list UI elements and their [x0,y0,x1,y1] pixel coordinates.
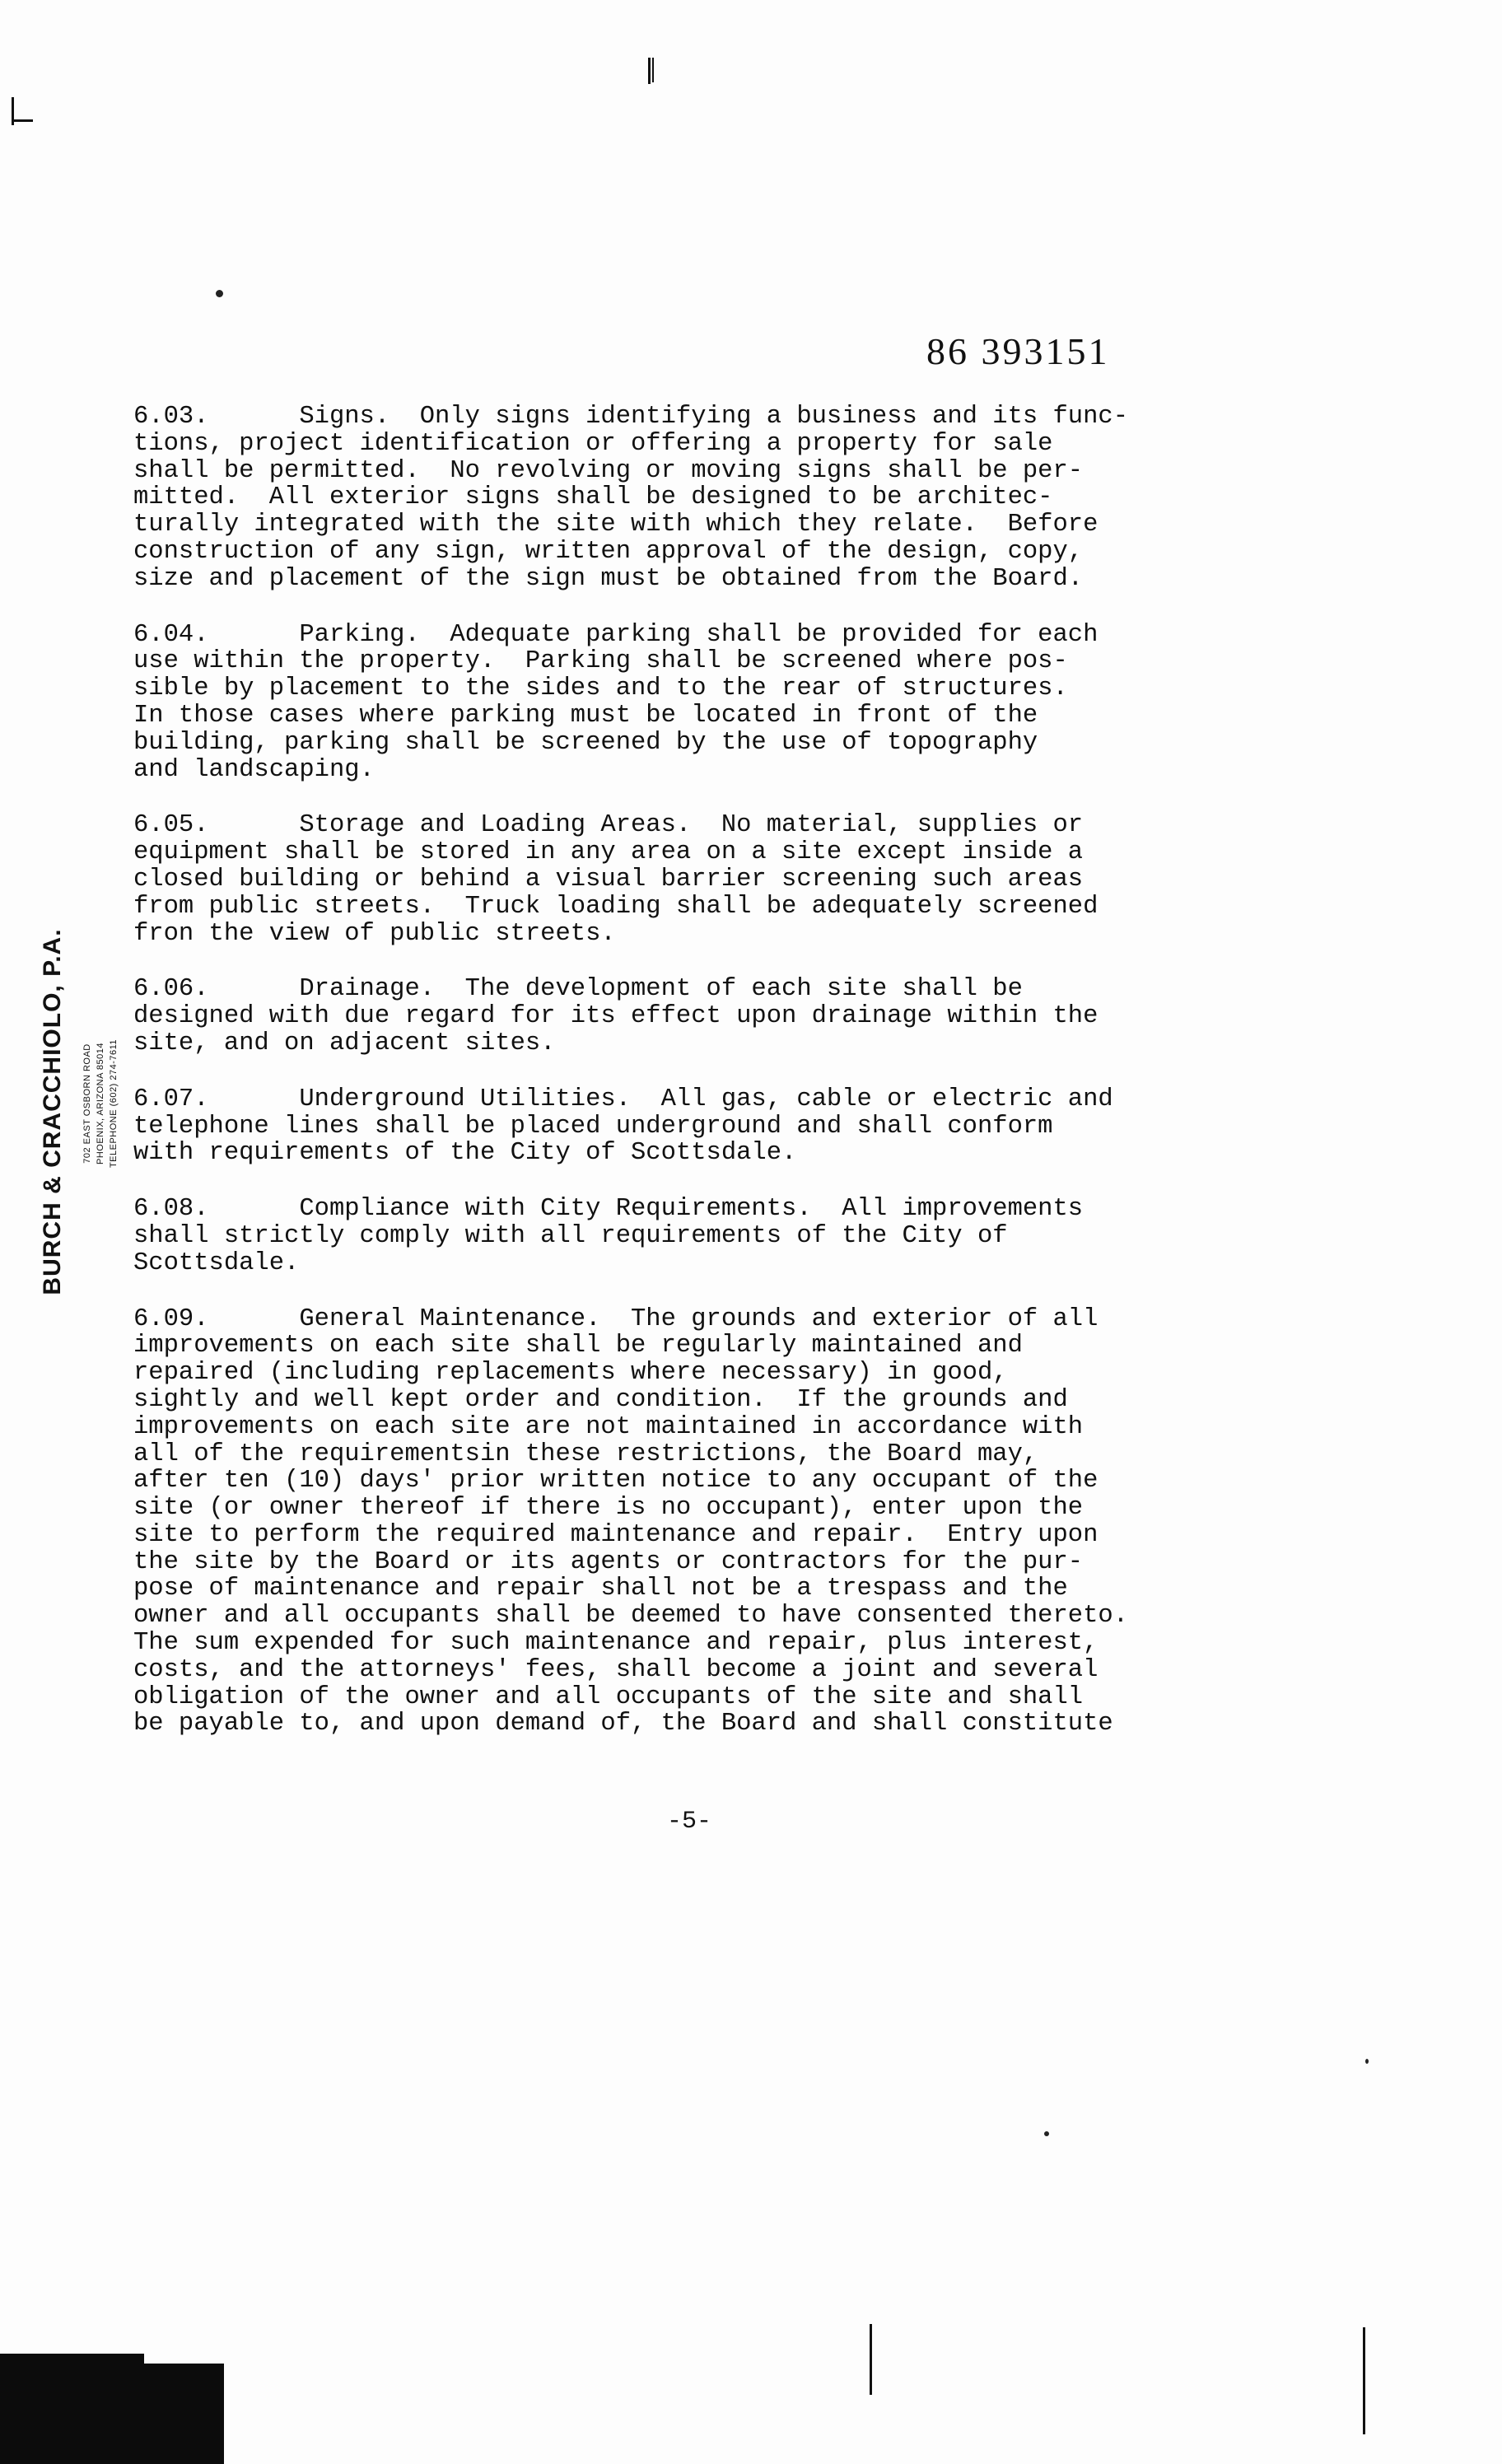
text-line: pose of maintenance and repair shall not be a trespass and the [133,1575,1068,1603]
text-line: telephone lines shall be placed underground and shall conform [133,1112,1053,1141]
text-line: and landscaping. [133,755,375,784]
text-line: obligation of the owner and all occupants of the site and shall [133,1682,1084,1711]
text-line: improvements on each site shall be regularly maintained and [133,1332,1023,1360]
section-6-03 [133,404,1294,593]
firm-telephone: TELEPHONE (602) 274-7611 [109,1038,119,1169]
text-line: repaired (including replacements where necessary) in good, [133,1359,1008,1388]
text-line: sightly and well kept order and condition. If the grounds and [133,1385,1068,1414]
page-number: -5- [667,1808,712,1836]
text-line: size and placement of the sign must be obtained from the Board. [133,564,1084,593]
text-line: owner and all occupants shall be deemed to have consented thereto. [133,1602,1128,1631]
scan-mark-top-2 [652,58,654,82]
scan-mark-bottom [870,2324,872,2395]
text-line: mitted. All exterior signs shall be designed to be architec- [133,483,1053,512]
text-line: with requirements of the City of Scottsdale. [133,1139,797,1168]
text-line: 6.06. Drainage. The development of each site shall be [133,975,1023,1004]
text-line: from public streets. Truck loading shall be adequately screened [133,892,1099,921]
document-body [133,404,1294,1766]
text-line: 6.08. Compliance with City Requirements. All improvements [133,1195,1084,1224]
text-line: the site by the Board or its agents or contractors for the pur- [133,1547,1084,1576]
text-line: Scottsdale. [133,1248,300,1277]
scan-mark-bottom-right [1363,2327,1365,2434]
text-line: be payable to, and upon demand of, the Board and shall constitute [133,1710,1113,1738]
text-line: costs, and the attorneys' fees, shall become a joint and several [133,1655,1099,1684]
text-line: all of the requirementsin these restrictions, the Board may, [133,1440,1038,1468]
text-line: closed building or behind a visual barrier screening such areas [133,865,1084,894]
text-line: site (or owner thereof if there is no occupant), enter upon the [133,1494,1084,1523]
text-line: shall strictly comply with all requirements of the City of [133,1221,1008,1250]
scan-dot [1044,2131,1049,2136]
text-line: 6.03. Signs. Only signs identifying a business and its func- [133,403,1128,431]
text-line: 6.09. General Maintenance. The grounds and exterior of all [133,1304,1099,1333]
text-line: after ten (10) days' prior written notice to any occupant of the [133,1467,1099,1496]
section-6-08 [133,1196,1294,1276]
text-line: The sum expended for such maintenance and repair, plus interest, [133,1629,1099,1658]
text-line: 6.04. Parking. Adequate parking shall be provided for each [133,620,1099,649]
section-6-09 [133,1306,1303,1738]
text-line: building, parking shall be screened by the use of topography [133,728,1038,757]
text-line: use within the property. Parking shall be screened where pos- [133,647,1068,676]
section-6-04 [133,622,1294,784]
text-line: 6.05. Storage and Loading Areas. No material, supplies or [133,811,1084,840]
text-line: construction of any sign, written approval of the design, copy, [133,537,1084,566]
firm-address-line-2: PHOENIX, ARIZONA 85014 [96,1043,105,1164]
text-line: improvements on each site are not maintained in accordance with [133,1412,1084,1441]
scan-dot [216,290,223,297]
recording-number: 86 393151 [926,330,1110,372]
text-line: equipment shall be stored in any area on a site except inside a [133,838,1084,867]
text-line: fron the view of public streets. [133,919,616,948]
text-line: site to perform the required maintenance and repair. Entry upon [133,1520,1099,1549]
scan-dot [1365,2059,1369,2064]
section-6-07 [133,1086,1294,1167]
section-6-05 [133,812,1294,947]
scan-mark-top [648,58,651,84]
text-line: sible by placement to the sides and to the rear of structures. [133,674,1068,703]
scan-mark-corner-h [12,119,33,122]
firm-name: BURCH & CRACCHIOLO, P.A. [39,928,66,1295]
text-line: site, and on adjacent sites. [133,1029,556,1057]
scan-black-bar [0,2364,224,2464]
firm-address-line-1: 702 EAST OSBORN ROAD [82,1043,92,1164]
section-6-06 [133,976,1294,1057]
text-line: tions, project identification or offering a property for sale [133,429,1053,458]
text-line: turally integrated with the site with which they relate. Before [133,511,1099,539]
text-line: In those cases where parking must be located in front of the [133,701,1038,730]
text-line: 6.07. Underground Utilities. All gas, cable or electric and [133,1085,1113,1113]
firm-letterhead [12,898,119,1326]
text-line: shall be permitted. No revolving or moving signs shall be per- [133,456,1084,485]
text-line: designed with due regard for its effect upon drainage within the [133,1002,1099,1031]
